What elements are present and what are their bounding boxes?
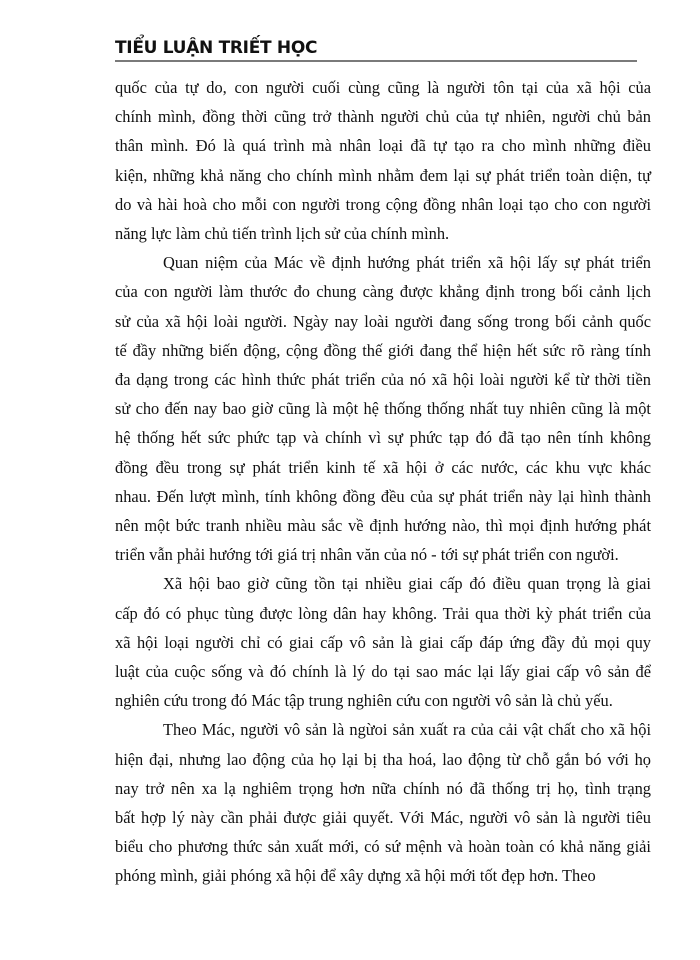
text-line: đa dạng trong các hình thức phát triển của nó xã hội loài người kể từ thời tiền: [115, 370, 651, 390]
document-body: [115, 73, 651, 891]
text-line: sử cho đến nay bao giờ cũng là một hệ thống thống nhất tuy nhiên cũng là một: [115, 399, 651, 419]
paragraph-1: [115, 73, 651, 248]
text-line: quốc của tự do, con người cuối cùng cũng là người tôn tại của xã hội của: [115, 78, 651, 97]
text-line: biểu cho phương thức sản xuất mới, có sứ mệnh và hoàn toàn có khả năng giải: [115, 837, 651, 857]
text-line: xã hội loại người chỉ có giai cấp vô sản là giai cấp đáp ứng đầy đủ mọi quy: [115, 632, 651, 652]
text-line: tế đầy những biến động, cộng đồng thế giới đang thể hiện hết sức rõ ràng tính: [115, 340, 651, 360]
text-line: nhau. Đến lượt mình, tính không đồng đều của sự phát triển này lại hình thành: [115, 486, 651, 506]
text-line: bất hợp lý này cần phải được giải quyết. Với Mác, người vô sản là người tiêu: [115, 808, 651, 828]
text-line: sử của xã hội loài người. Ngày nay loài người đang sống trong bối cảnh quốc: [115, 311, 651, 331]
text-line: hiện đại, nhưng lao động của họ lại bị tha hoá, lao động từ chỗ gắn bó với họ: [115, 749, 651, 769]
text-line: của con người làm thước đo chung càng được khẳng định trong bối cảnh lịch: [115, 282, 651, 302]
paragraph-4: [115, 715, 651, 890]
text-line: luật của cuộc sống và đó chính là lý do tại sao mác lại lấy giai cấp vô sản để: [115, 662, 651, 682]
text-line: nên một bức tranh nhiều màu sắc về định hướng nào, thì mọi định hướng phát: [115, 516, 651, 536]
text-line: chính mình, đồng thời cũng trở thành người chủ của tự nhiên, người chủ bản: [115, 107, 651, 127]
text-line: phóng mình, giải phóng xã hội để xây dựng xã hội mới tốt đẹp hơn. Theo: [115, 866, 596, 886]
text-line: kiện, những khả năng cho chính mình nhằm đem lại sự phát triển toàn diện, tự: [115, 165, 651, 185]
text-line: hệ thống hết sức phức tạp và chính vì sự phức tạp đó đã tạo nên tính không: [115, 428, 651, 448]
text-line: Theo Mác, người vô sản là ngừoi sản xuất ra của cải vật chất cho xã hội: [163, 720, 651, 740]
text-line: nay trở nên xa lạ nghiêm trọng hơn nữa chính nó đã thống trị họ, tình trạng: [115, 778, 651, 798]
text-line: thân mình. Đó là quá trình mà nhân loại đã tự tạo ra cho mình những điều: [115, 136, 651, 156]
text-line: Quan niệm của Mác về định hướng phát triển xã hội lấy sự phát triển: [163, 253, 651, 273]
text-line: do và hài hoà cho mỗi con người trong cộng đồng nhân loại tạo cho con người: [115, 194, 651, 214]
text-line: đồng đều trong sự phát triển kinh tế xã hội ở các nước, các khu vực khác: [115, 457, 651, 477]
text-line: năng lực làm chủ tiến trình lịch sử của chính mình.: [115, 224, 450, 244]
paragraph-2: [115, 248, 651, 569]
text-line: Xã hội bao giờ cũng tồn tại nhiều giai cấp đó điều quan trọng là giai: [163, 574, 651, 594]
header-title: TIỂU LUẬN TRIẾT HỌC: [115, 38, 318, 58]
text-line: triển vẫn phải hướng tới giá trị nhân văn của nó - tới sự phát triển con người.: [115, 545, 619, 565]
text-line: cấp đó có phục tùng được lòng dân hay không. Trải qua thời kỳ phát triển của: [115, 603, 651, 623]
page-header: [115, 38, 637, 62]
paragraph-3: [115, 569, 651, 715]
text-line: nghiên cứu trong đó Mác tập trung nghiên cứu con người vô sản là chủ yếu.: [115, 691, 613, 711]
